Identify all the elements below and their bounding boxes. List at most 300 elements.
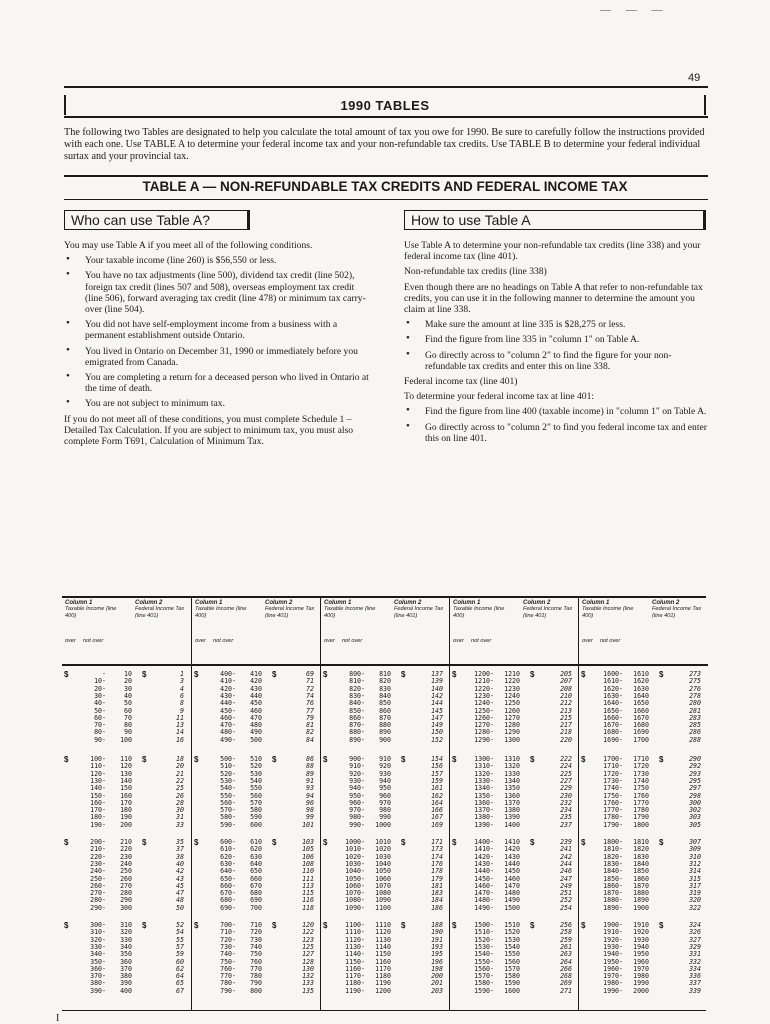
header-rule — [579, 664, 708, 666]
dollar-sign: $ — [530, 755, 535, 764]
income-to: 1660 — [633, 706, 649, 715]
income-to: 470 — [250, 713, 262, 722]
federal-tax: 26 — [176, 791, 184, 800]
income-from: 1570- — [474, 972, 494, 981]
income-from: 1950- — [603, 957, 623, 966]
federal-tax: 48 — [176, 896, 184, 905]
header-rule — [192, 664, 321, 666]
income-from: 1870- — [603, 889, 623, 898]
income-from: 320- — [90, 935, 106, 944]
column-2-desc: Federal Income Tax (line 401) — [265, 606, 315, 619]
federal-tax: 317 — [689, 881, 701, 890]
income-to: 140 — [120, 776, 132, 785]
income-from: 890- — [349, 735, 365, 744]
federal-tax: 14 — [176, 728, 184, 737]
income-to: 1770 — [633, 798, 649, 807]
income-to: 940 — [379, 776, 391, 785]
income-to: 1510 — [504, 921, 520, 929]
income-from: 1600- — [603, 670, 623, 678]
section-title: 1990 TABLES — [340, 98, 430, 113]
income-to: 630 — [250, 852, 262, 861]
federal-tax: 111 — [302, 874, 314, 883]
income-to: 40 — [124, 691, 132, 700]
income-to: 1190 — [375, 979, 391, 988]
income-to: 1870 — [633, 881, 649, 890]
income-from: 1560- — [474, 964, 494, 973]
tax-table-column-block — [191, 598, 320, 1010]
dollar-sign: $ — [142, 838, 147, 847]
federal-tax: 312 — [689, 859, 701, 868]
how-to-use-heading: How to use Table A — [404, 210, 706, 230]
not-over-label: not over — [83, 638, 104, 644]
income-to: 1290 — [504, 728, 520, 737]
federal-tax: 281 — [689, 706, 701, 715]
dollar-sign: $ — [194, 755, 199, 764]
federal-tax: 247 — [560, 874, 572, 883]
federal-tax: 336 — [689, 972, 701, 981]
income-from: 430- — [220, 691, 236, 700]
income-from: 1680- — [603, 728, 623, 737]
federal-tax: 33 — [176, 820, 184, 829]
federal-tax: 125 — [302, 942, 314, 951]
federal-tax: 261 — [560, 942, 572, 951]
income-from: 1920- — [603, 935, 623, 944]
income-from: 1750- — [603, 791, 623, 800]
federal-tax: 59 — [176, 950, 184, 959]
income-to: 1520 — [504, 928, 520, 937]
income-from: 1630- — [603, 691, 623, 700]
income-to: 1470 — [504, 881, 520, 890]
federal-tax: 122 — [302, 928, 314, 937]
income-to: 710 — [250, 921, 262, 929]
federal-tax: 242 — [560, 852, 572, 861]
income-to: 1200 — [375, 986, 391, 995]
federal-tax: 118 — [302, 903, 314, 912]
federal-tax: 65 — [176, 979, 184, 988]
income-from: 1130- — [345, 942, 365, 951]
income-from: 880- — [349, 728, 365, 737]
income-to: 960 — [379, 791, 391, 800]
income-from: 1280- — [474, 728, 494, 737]
income-to: 1250 — [504, 699, 520, 708]
income-to: 1230 — [504, 684, 520, 693]
conditions-list — [64, 255, 374, 409]
dollar-sign: $ — [272, 921, 277, 930]
federal-tax: 139 — [431, 677, 443, 686]
federal-tax: 145 — [431, 706, 443, 715]
federal-tax: 64 — [176, 972, 184, 981]
income-from: 1440- — [474, 867, 494, 876]
federal-tax: 179 — [431, 874, 443, 883]
income-to: 50 — [124, 699, 132, 708]
federal-tax: 249 — [560, 881, 572, 890]
income-from: 830- — [349, 691, 365, 700]
federal-tax: 54 — [176, 928, 184, 937]
income-to: 980 — [379, 806, 391, 815]
income-from: 110- — [90, 762, 106, 771]
federal-tax: 193 — [431, 942, 443, 951]
dollar-sign: $ — [401, 838, 406, 847]
not-over-label: not over — [342, 638, 363, 644]
income-to: 1410 — [504, 838, 520, 846]
federal-tax: 120 — [302, 921, 314, 929]
income-to: 280 — [120, 889, 132, 898]
income-to: 930 — [379, 769, 391, 778]
income-to: 1070 — [375, 881, 391, 890]
income-to: 1950 — [633, 950, 649, 959]
income-from: 1170- — [345, 972, 365, 981]
income-to: 1580 — [504, 972, 520, 981]
over-label: over — [195, 638, 206, 644]
income-to: 800 — [250, 986, 262, 995]
column-2-desc: Federal Income Tax (line 401) — [135, 606, 185, 619]
income-from: 1400- — [474, 838, 494, 846]
federal-tax: 84 — [306, 735, 314, 744]
income-from: 1310- — [474, 762, 494, 771]
income-to: 880 — [379, 721, 391, 730]
federal-tax: 43 — [176, 874, 184, 883]
income-from: 90- — [94, 735, 106, 744]
income-to: 1350 — [504, 784, 520, 793]
income-to: 1940 — [633, 942, 649, 951]
income-to: 1220 — [504, 677, 520, 686]
federal-tax: 89 — [306, 769, 314, 778]
federal-tax: 21 — [176, 769, 184, 778]
federal-tax: 101 — [302, 820, 314, 829]
federal-tax: 227 — [560, 776, 572, 785]
federal-tax: 256 — [560, 921, 572, 929]
income-to: 1990 — [633, 979, 649, 988]
federal-tax: 88 — [306, 762, 314, 771]
income-to: 1750 — [633, 784, 649, 793]
income-from: 740- — [220, 950, 236, 959]
federal-tax: 55 — [176, 935, 184, 944]
income-to: 1490 — [504, 896, 520, 905]
income-to: 490 — [250, 728, 262, 737]
income-from: 1430- — [474, 859, 494, 868]
federal-tax: 334 — [689, 964, 701, 973]
income-from: 180- — [90, 813, 106, 822]
federal-tax: 303 — [689, 813, 701, 822]
income-from: 160- — [90, 798, 106, 807]
income-from: 50- — [94, 706, 106, 715]
title-underline — [64, 116, 708, 118]
income-to: 110 — [120, 755, 132, 763]
income-from: 1080- — [345, 896, 365, 905]
federal-tax: 4 — [180, 684, 184, 693]
dollar-sign: $ — [401, 921, 406, 930]
federal-tax: 217 — [560, 721, 572, 730]
federal-tax: 91 — [306, 776, 314, 785]
federal-tax: 237 — [560, 820, 572, 829]
federal-tax: 252 — [560, 896, 572, 905]
income-to: 1060 — [375, 874, 391, 883]
income-to: 500 — [250, 735, 262, 744]
federal-tax: 105 — [302, 845, 314, 854]
federal-tax: 283 — [689, 713, 701, 722]
dollar-sign: $ — [452, 838, 457, 847]
income-from: 670- — [220, 889, 236, 898]
income-to: 970 — [379, 798, 391, 807]
dollar-sign: $ — [530, 670, 535, 679]
federal-tax: 218 — [560, 728, 572, 737]
income-from: 950- — [349, 791, 365, 800]
income-from: 1850- — [603, 874, 623, 883]
income-from: 1220- — [474, 684, 494, 693]
income-from: 1730- — [603, 776, 623, 785]
federal-tax: 149 — [431, 721, 443, 730]
income-to: 1600 — [504, 986, 520, 995]
federal-tax: 201 — [431, 979, 443, 988]
income-from: 470- — [220, 721, 236, 730]
column-1-label: Column 1 — [65, 600, 93, 606]
table-a-rule-top — [64, 175, 708, 177]
income-to: 750 — [250, 950, 262, 959]
dollar-sign: $ — [323, 670, 328, 679]
federal-tax: 297 — [689, 784, 701, 793]
income-to: 740 — [250, 942, 262, 951]
income-to: 340 — [120, 942, 132, 951]
federal-tax: 62 — [176, 964, 184, 973]
intro-paragraph: The following two Tables are designated to help you calculate the total amount of tax you owe for 1990. Be sure to carefully follow the instructions provided with each one. Use TABLE A to determine your federal income tax and your non-refundable tax credits. Use TABLE B to determine your federal individual surtax and your provincial tax. — [64, 127, 705, 162]
federal-tax: 157 — [431, 769, 443, 778]
federal-tax: 196 — [431, 957, 443, 966]
column-2-desc: Federal Income Tax (line 401) — [652, 606, 702, 619]
tax-table-column-block — [449, 598, 578, 1010]
income-to: 380 — [120, 972, 132, 981]
income-from: 990- — [349, 820, 365, 829]
income-to: 1650 — [633, 699, 649, 708]
federal-tax: 207 — [560, 677, 572, 686]
federal-tax: 42 — [176, 867, 184, 876]
federal-tax: 30 — [176, 806, 184, 815]
income-from: 820- — [349, 684, 365, 693]
federal-tax: 264 — [560, 957, 572, 966]
income-to: 410 — [250, 670, 262, 678]
federal-tax: 251 — [560, 889, 572, 898]
income-to: 1850 — [633, 867, 649, 876]
income-from: 1490- — [474, 903, 494, 912]
income-from: 10- — [94, 677, 106, 686]
dollar-sign: $ — [323, 838, 328, 847]
income-to: 1460 — [504, 874, 520, 883]
income-from: 650- — [220, 874, 236, 883]
who-can-use-heading: Who can use Table A? — [64, 210, 250, 230]
income-to: 1620 — [633, 677, 649, 686]
income-from: 120- — [90, 769, 106, 778]
income-to: 1330 — [504, 769, 520, 778]
income-from: 1520- — [474, 935, 494, 944]
federal-steps-list — [404, 406, 708, 444]
federal-tax: 230 — [560, 791, 572, 800]
income-from: 500- — [220, 755, 236, 763]
federal-tax: 103 — [302, 838, 314, 846]
dollar-sign: $ — [581, 755, 586, 764]
federal-tax: 38 — [176, 852, 184, 861]
income-from: 1070- — [345, 889, 365, 898]
federal-tax: 154 — [431, 755, 443, 763]
federal-tax: 159 — [431, 776, 443, 785]
income-to: 830 — [379, 684, 391, 693]
income-from: 260- — [90, 881, 106, 890]
income-from: 200- — [90, 838, 106, 846]
income-from: 1580- — [474, 979, 494, 988]
income-from: 310- — [90, 928, 106, 937]
income-from: 1180- — [345, 979, 365, 988]
income-from: 1250- — [474, 706, 494, 715]
federal-step-item: • Find the figure from line 400 (taxable income) in "column 1" on Table A. — [404, 406, 708, 417]
income-to: 1310 — [504, 755, 520, 763]
income-to: 400 — [120, 986, 132, 995]
federal-tax: 268 — [560, 972, 572, 981]
federal-tax: 16 — [176, 735, 184, 744]
federal-tax: 176 — [431, 859, 443, 868]
income-to: 1640 — [633, 691, 649, 700]
page-number: 49 — [688, 72, 701, 84]
income-from: 560- — [220, 798, 236, 807]
column-2-label: Column 2 — [265, 600, 293, 606]
federal-tax: 314 — [689, 867, 701, 876]
over-label: over — [453, 638, 464, 644]
income-to: 610 — [250, 838, 262, 846]
federal-tax: 152 — [431, 735, 443, 744]
income-to: 100 — [120, 735, 132, 744]
income-to: 1740 — [633, 776, 649, 785]
federal-tax: 198 — [431, 964, 443, 973]
over-label: over — [65, 638, 76, 644]
income-from: 1360- — [474, 798, 494, 807]
income-to: 1440 — [504, 859, 520, 868]
federal-tax: 319 — [689, 889, 701, 898]
income-from: 680- — [220, 896, 236, 905]
income-from: - — [102, 670, 106, 678]
income-to: 1720 — [633, 762, 649, 771]
income-from: 1270- — [474, 721, 494, 730]
income-to: 250 — [120, 867, 132, 876]
income-from: 220- — [90, 852, 106, 861]
federal-tax: 224 — [560, 762, 572, 771]
income-from: 390- — [90, 986, 106, 995]
income-from: 580- — [220, 813, 236, 822]
income-from: 230- — [90, 859, 106, 868]
income-to: 190 — [120, 813, 132, 822]
income-to: 2000 — [633, 986, 649, 995]
income-from: 850- — [349, 706, 365, 715]
income-to: 810 — [379, 670, 391, 678]
dollar-sign: $ — [401, 670, 406, 679]
not-over-label: not over — [600, 638, 621, 644]
income-from: 190- — [90, 820, 106, 829]
income-to: 1500 — [504, 903, 520, 912]
income-from: 1840- — [603, 867, 623, 876]
income-from: 1460- — [474, 881, 494, 890]
income-from: 1370- — [474, 806, 494, 815]
dollar-sign: $ — [659, 755, 664, 764]
income-from: 1000- — [345, 838, 365, 846]
federal-tax: 47 — [176, 889, 184, 898]
scan-marks: — — — — [600, 4, 669, 16]
condition-item: • You lived in Ontario on December 31, 1990 or immediately before you emigrated from Canada. — [64, 346, 374, 368]
federal-tax: 150 — [431, 728, 443, 737]
dollar-sign: $ — [530, 838, 535, 847]
income-from: 300- — [90, 921, 106, 929]
dollar-sign: $ — [64, 670, 69, 679]
income-to: 130 — [120, 769, 132, 778]
federal-tax: 169 — [431, 820, 443, 829]
federal-tax: 106 — [302, 852, 314, 861]
federal-tax: 225 — [560, 769, 572, 778]
column-2-desc: Federal Income Tax (line 401) — [394, 606, 444, 619]
column-1-desc: Taxable Income (line 400) — [195, 606, 247, 619]
income-from: 1720- — [603, 769, 623, 778]
income-to: 1960 — [633, 957, 649, 966]
federal-tax: 167 — [431, 813, 443, 822]
income-to: 530 — [250, 769, 262, 778]
income-to: 780 — [250, 972, 262, 981]
federal-tax: 31 — [176, 813, 184, 822]
income-from: 610- — [220, 845, 236, 854]
income-to: 1420 — [504, 845, 520, 854]
income-from: 1970- — [603, 972, 623, 981]
income-from: 1040- — [345, 867, 365, 876]
federal-tax: 263 — [560, 950, 572, 959]
federal-tax: 174 — [431, 852, 443, 861]
income-to: 770 — [250, 964, 262, 973]
income-from: 1050- — [345, 874, 365, 883]
income-from: 1690- — [603, 735, 623, 744]
income-from: 1650- — [603, 706, 623, 715]
income-from: 690- — [220, 903, 236, 912]
federal-tax: 6 — [180, 691, 184, 700]
federal-tax: 273 — [689, 670, 701, 678]
income-from: 340- — [90, 950, 106, 959]
income-to: 320 — [120, 928, 132, 937]
right-column — [404, 240, 708, 448]
column-1-desc: Taxable Income (line 400) — [453, 606, 505, 619]
income-from: 860- — [349, 713, 365, 722]
income-to: 220 — [120, 845, 132, 854]
dollar-sign: $ — [452, 755, 457, 764]
federal-tax: 258 — [560, 928, 572, 937]
income-to: 1680 — [633, 721, 649, 730]
federal-tax: 337 — [689, 979, 701, 988]
top-rule — [64, 86, 708, 88]
table-a-rule-bottom — [64, 199, 708, 200]
header-rule — [321, 664, 450, 666]
income-to: 510 — [250, 755, 262, 763]
federal-tax: 1 — [180, 670, 184, 678]
federal-tax: 220 — [560, 735, 572, 744]
column-1-label: Column 1 — [324, 600, 352, 606]
federal-tax: 331 — [689, 950, 701, 959]
income-from: 1290- — [474, 735, 494, 744]
income-to: 1380 — [504, 806, 520, 815]
federal-tax: 3 — [180, 677, 184, 686]
income-from: 60- — [94, 713, 106, 722]
income-from: 840- — [349, 699, 365, 708]
income-to: 1030 — [375, 852, 391, 861]
federal-tax: 269 — [560, 979, 572, 988]
income-to: 1830 — [633, 852, 649, 861]
income-from: 1810- — [603, 845, 623, 854]
income-from: 810- — [349, 677, 365, 686]
federal-tax: 13 — [176, 721, 184, 730]
margin-mark: I — [56, 1013, 60, 1024]
federal-tax: 271 — [560, 986, 572, 995]
income-to: 1050 — [375, 867, 391, 876]
federal-tax: 9 — [180, 706, 184, 715]
column-2-label: Column 2 — [523, 600, 551, 606]
